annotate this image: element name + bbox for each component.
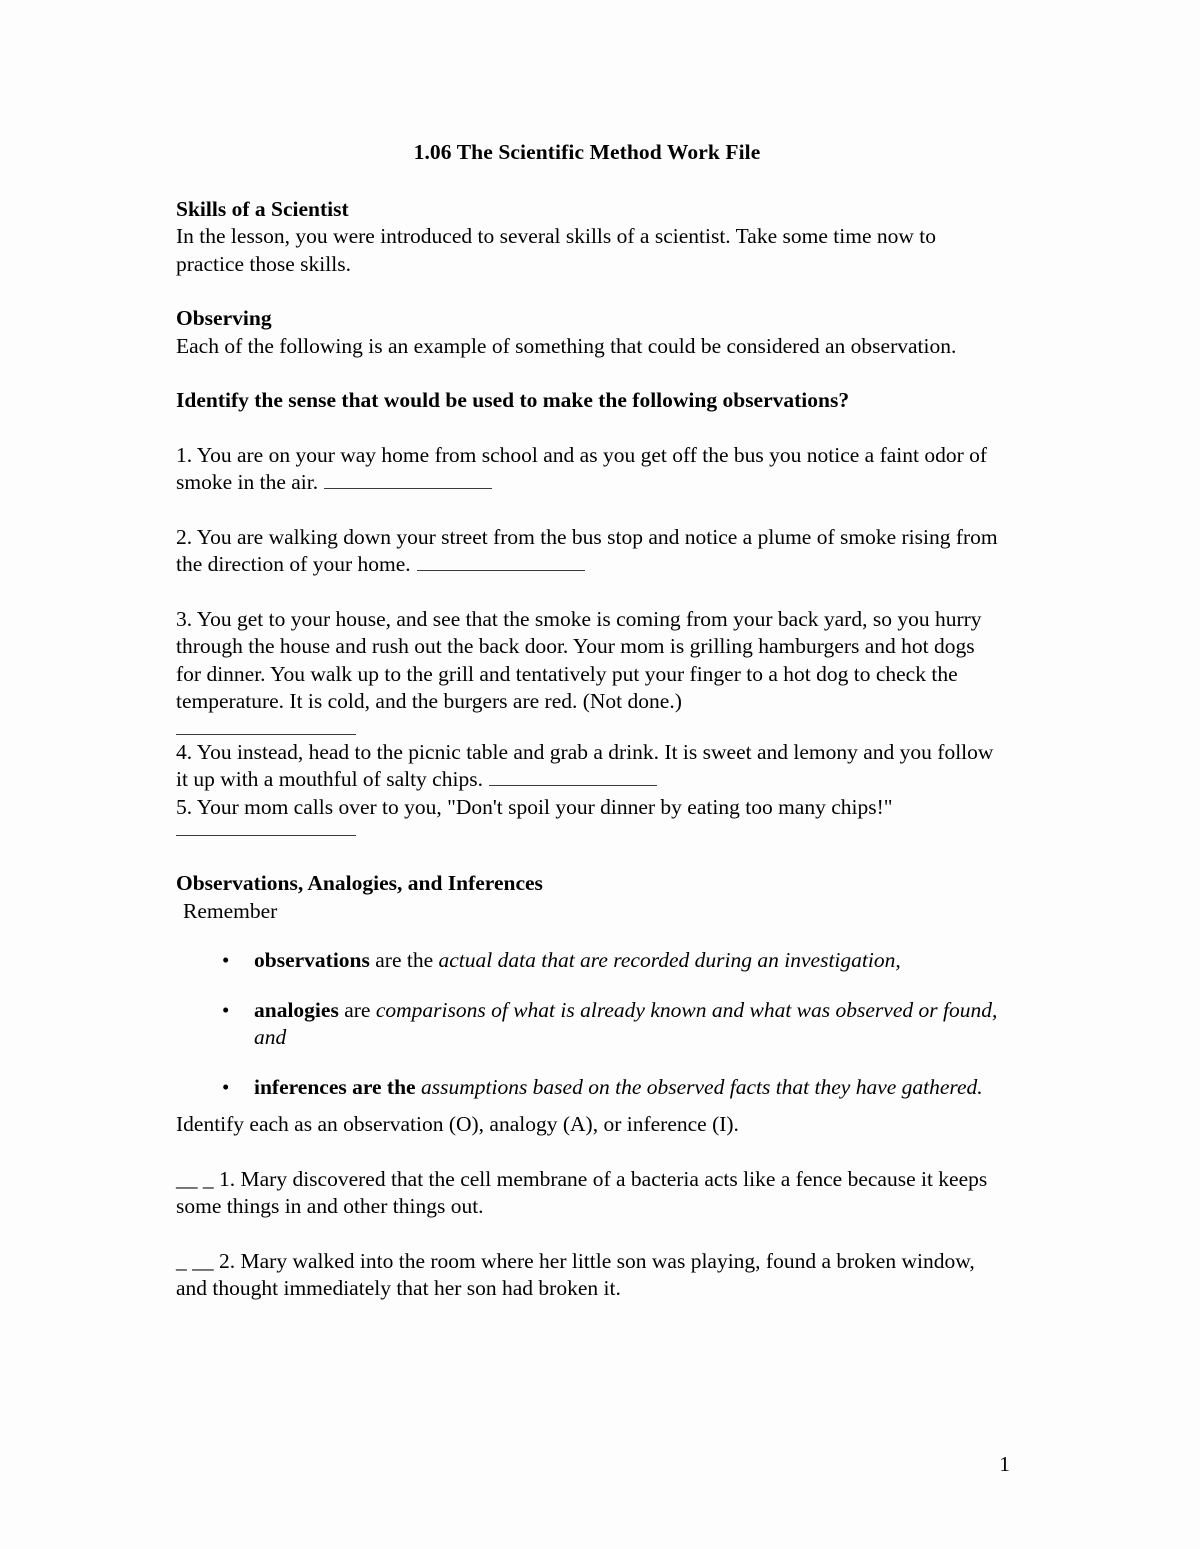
spacer	[176, 497, 998, 524]
definition-term-inferences: inferences are the	[254, 1074, 416, 1099]
list-item	[176, 947, 998, 975]
document-body	[176, 0, 998, 1303]
classify-item-2-number: 2.	[219, 1248, 236, 1273]
paragraph-observing-body: Each of the following is an example of something that could be considered an observation.	[176, 333, 957, 358]
answer-blank-1[interactable]	[324, 474, 492, 489]
sense-question-1-text: You are on your way home from school and as you get off the bus you notice a faint odor of smoke in the air.	[176, 442, 988, 494]
classify-item-2	[176, 1248, 998, 1303]
classify-item-1-text: Mary discovered that the cell membrane of a bacteria acts like a fence because it keeps some things in and other things out.	[176, 1166, 988, 1218]
answer-blank-5[interactable]	[176, 835, 356, 836]
sense-question-5	[176, 794, 998, 822]
list-item	[176, 997, 998, 1052]
definition-text-analogies: comparisons of what is already known and what was observed or found, and	[254, 997, 998, 1049]
definition-connector-0: are the	[369, 948, 439, 972]
paragraph-skills-body: In the lesson, you were introduced to several skills of a scientist. Take some time now to practice those skills.	[176, 224, 936, 276]
page-number: 1	[999, 1452, 1010, 1476]
sense-question-1	[176, 442, 998, 497]
sense-question-2-number: 2.	[176, 524, 193, 549]
definition-connector-1: are	[338, 997, 376, 1022]
bullet-icon: •	[222, 997, 230, 1022]
spacer	[176, 164, 998, 196]
spacer	[176, 838, 998, 870]
answer-blank-2[interactable]	[417, 556, 585, 571]
bullet-icon: •	[222, 1074, 230, 1099]
heading-skills-of-a-scientist: Skills of a Scientist	[176, 196, 349, 221]
sense-question-2	[176, 524, 998, 579]
sense-question-1-number: 1.	[176, 442, 193, 467]
sense-question-3-number: 3.	[176, 606, 193, 631]
page-title: 1.06 The Scientific Method Work File	[413, 140, 761, 164]
spacer	[176, 415, 998, 442]
answer-blank-4[interactable]	[489, 771, 657, 786]
instruction-identify-each: Identify each as an observation (O), analogy (A), or inference (I).	[176, 1112, 739, 1136]
sense-question-4-number: 4.	[176, 739, 193, 764]
list-item	[176, 1074, 998, 1102]
sense-question-3-text: You get to your house, and see that the smoke is coming from your back yard, so you hurry through the house and rush out the back door. Your mom is grilling hamburgers and hot dogs for dinner. You walk up to the grill and tentatively put your finger to a hot dog to check the temperature. It is cold, and the burgers are red. (Not done.)	[176, 606, 982, 713]
definition-term-analogies: analogies	[254, 997, 339, 1022]
heading-observing: Observing	[176, 306, 272, 330]
definition-term-observations: observations	[254, 948, 370, 972]
sense-question-4-text: You instead, head to the picnic table and grab a drink. It is sweet and lemony and you follow it up with a mouthful of salty chips.	[176, 739, 994, 791]
classify-item-2-blank[interactable]: _ __	[176, 1248, 214, 1273]
classify-item-1-number: 1.	[219, 1166, 236, 1191]
spacer	[176, 360, 998, 387]
heading-observations-analogies-inferences: Observations, Analogies, and Inferences	[176, 871, 543, 895]
answer-blank-3[interactable]	[176, 734, 356, 735]
spacer	[176, 579, 998, 606]
spacer	[176, 1139, 998, 1166]
bullet-icon: •	[222, 948, 230, 972]
sense-question-5-text: Your mom calls over to you, "Don't spoil your dinner by eating too many chips!"	[196, 794, 893, 819]
spacer	[176, 1221, 998, 1248]
sense-question-2-text: You are walking down your street from the bus stop and notice a plume of smoke rising from the direction of your home.	[176, 524, 998, 576]
classify-item-1	[176, 1166, 998, 1221]
classify-item-1-blank[interactable]: __ _	[176, 1166, 214, 1191]
prompt-identify-sense: Identify the sense that would be used to make the following observations?	[176, 388, 850, 412]
label-remember: Remember	[183, 898, 278, 923]
spacer	[176, 278, 998, 305]
definition-text-observations: actual data that are recorded during an investigation,	[438, 948, 901, 972]
sense-question-3	[176, 606, 998, 716]
definition-text-inferences: assumptions based on the observed facts that they have gathered.	[420, 1074, 983, 1099]
classify-item-2-text: Mary walked into the room where her little son was playing, found a broken window, and thought immediately that her son had broken it.	[176, 1248, 975, 1300]
definition-list	[176, 947, 998, 1101]
sense-question-5-number: 5.	[176, 794, 193, 819]
sense-question-4	[176, 739, 998, 794]
